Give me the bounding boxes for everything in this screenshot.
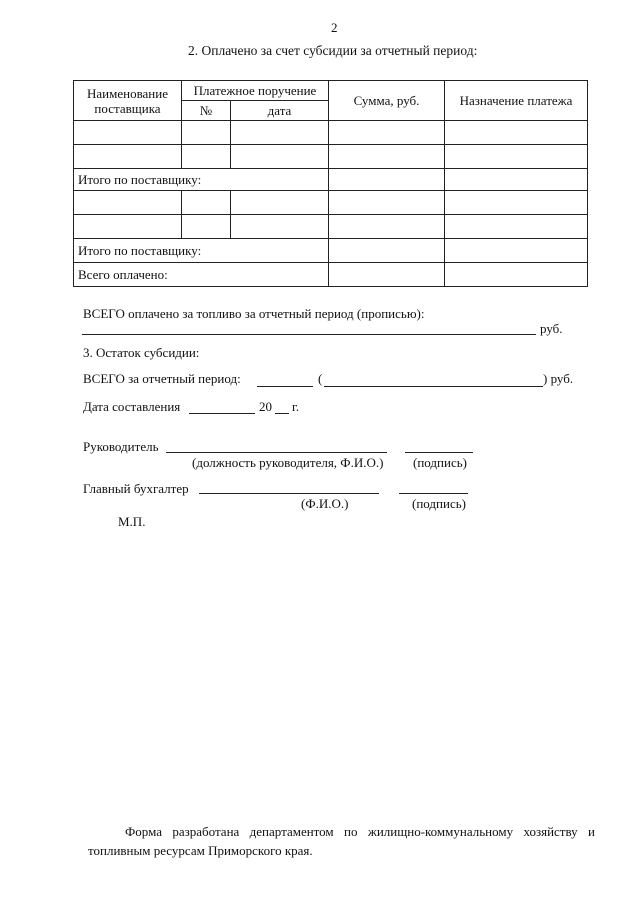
table-cell[interactable] (231, 121, 329, 145)
head-label: Руководитель (83, 439, 159, 454)
total-words-currency: руб. (540, 321, 563, 336)
date-year-prefix: 20 (259, 399, 272, 414)
table-cell[interactable] (329, 215, 445, 239)
subtotal-label: Итого по поставщику: (74, 239, 329, 263)
accountant-signature-line[interactable] (399, 493, 468, 494)
head-name-line[interactable] (166, 452, 387, 453)
total-words-label: ВСЕГО оплачено за топливо за отчетный период (прописью): (83, 306, 425, 321)
table-cell[interactable] (329, 239, 445, 263)
head-caption-signature: (подпись) (413, 455, 467, 470)
accountant-name-line[interactable] (199, 493, 379, 494)
table-row (74, 191, 588, 215)
subtotal-label: Итого по поставщику: (74, 169, 329, 191)
accountant-label: Главный бухгалтер (83, 481, 189, 496)
header-purpose: Назначение платежа (445, 81, 588, 121)
paren-close-currency: ) руб. (543, 371, 574, 386)
table-cell[interactable] (329, 145, 445, 169)
footer-line-1: Форма разработана департаментом по жилищно-коммунальному хозяйству и (125, 824, 595, 839)
table-row (74, 215, 588, 239)
date-day-month-line[interactable] (189, 413, 255, 414)
total-label: Всего оплачено: (74, 263, 329, 287)
total-period-label: ВСЕГО за отчетный период: (83, 371, 241, 386)
table-cell[interactable] (182, 121, 231, 145)
table-row (74, 145, 588, 169)
subtotal-row (74, 239, 588, 263)
date-year-suffix: г. (292, 399, 300, 414)
table-cell[interactable] (445, 121, 588, 145)
paren-open: ( (318, 371, 323, 386)
accountant-caption-name: (Ф.И.О.) (301, 496, 349, 511)
head-signature-line[interactable] (405, 452, 473, 453)
table-cell[interactable] (231, 145, 329, 169)
section-3-heading: 3. Остаток субсидии: (83, 345, 200, 360)
header-date: дата (231, 101, 329, 121)
total-words-line[interactable] (82, 334, 536, 335)
payments-table (73, 80, 588, 287)
table-cell[interactable] (182, 215, 231, 239)
head-caption-position: (должность руководителя, Ф.И.О.) (192, 455, 384, 470)
table-cell[interactable] (445, 169, 588, 191)
table-cell[interactable] (231, 215, 329, 239)
table-cell[interactable] (182, 191, 231, 215)
table-cell[interactable] (231, 191, 329, 215)
table-cell[interactable] (329, 263, 445, 287)
table-cell[interactable] (445, 145, 588, 169)
table-cell[interactable] (74, 215, 182, 239)
table-cell[interactable] (329, 191, 445, 215)
section-2-heading: 2. Оплачено за счет субсидии за отчетный период: (188, 43, 478, 58)
total-period-words-line[interactable] (324, 386, 543, 387)
table-row (74, 121, 588, 145)
footer-line-2: топливным ресурсам Приморского края. (88, 843, 313, 858)
page-number: 2 (331, 20, 338, 35)
header-number: № (182, 101, 231, 121)
total-period-amount-line[interactable] (257, 386, 313, 387)
table-cell[interactable] (182, 145, 231, 169)
table-cell[interactable] (74, 121, 182, 145)
total-row (74, 263, 588, 287)
table-cell[interactable] (329, 169, 445, 191)
subtotal-row (74, 169, 588, 191)
date-year-line[interactable] (275, 413, 289, 414)
header-supplier: Наименование поставщика (74, 81, 182, 121)
table-cell[interactable] (329, 121, 445, 145)
table-cell[interactable] (445, 263, 588, 287)
table-cell[interactable] (74, 191, 182, 215)
header-sum: Сумма, руб. (329, 81, 445, 121)
date-label: Дата составления (83, 399, 181, 414)
header-payment-order: Платежное поручение (182, 81, 329, 101)
accountant-caption-signature: (подпись) (412, 496, 466, 511)
table-cell[interactable] (74, 145, 182, 169)
table-cell[interactable] (445, 239, 588, 263)
table-cell[interactable] (445, 215, 588, 239)
table-cell[interactable] (445, 191, 588, 215)
stamp-label: М.П. (118, 514, 146, 529)
